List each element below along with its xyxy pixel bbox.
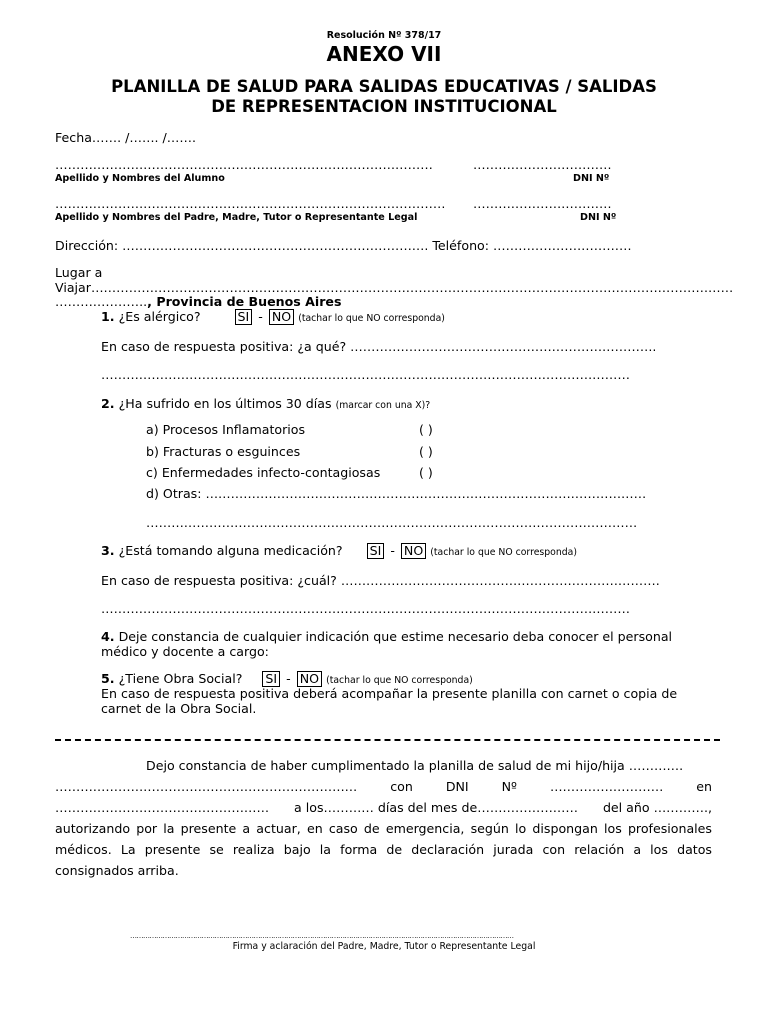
form-title-line2: DE REPRESENTACION INSTITUCIONAL (211, 97, 557, 116)
question-3-yes-option[interactable]: SI (367, 543, 385, 559)
question-2-item-c-checkbox[interactable]: ( ) (419, 465, 433, 480)
student-dni-field[interactable]: …………………………… (473, 157, 612, 172)
destination-label: Lugar a (55, 265, 103, 280)
question-5-number: 5. (101, 671, 115, 686)
student-name-label: Apellido y Nombres del Alumno (55, 173, 225, 184)
question-2-number: 2. (101, 396, 115, 411)
parent-name-field[interactable]: ………………………………………………………………………………… (55, 196, 446, 211)
destination-field[interactable]: Viajar……………………………………………………………………………………………………………………………………… (55, 280, 734, 295)
address-phone-field[interactable]: Dirección: ………………………………………………………………. Teléfono: …………………………… (55, 238, 632, 253)
question-2-item-b: b) Fracturas o esguinces (146, 444, 301, 459)
question-2-item-b-checkbox[interactable]: ( ) (419, 444, 433, 459)
declaration-word-en: en (696, 779, 712, 794)
question-1-separator: - (258, 309, 263, 324)
question-4-text: Deje constancia de cualquier indicación que estime necesario deba conocer el personal (118, 629, 673, 644)
form-title-line1: PLANILLA DE SALUD PARA SALIDAS EDUCATIVAS / SALIDAS (111, 77, 657, 96)
question-1-note: (tachar lo que NO corresponda) (298, 313, 445, 324)
question-3 (101, 543, 577, 559)
annex-title: ANEXO VII (326, 42, 442, 66)
question-3-number: 3. (101, 543, 115, 558)
question-5-note: (tachar lo que NO corresponda) (326, 675, 473, 686)
cut-line-divider (55, 739, 720, 741)
date-year-field[interactable]: del año …………., (602, 800, 712, 815)
question-5-text: ¿Tiene Obra Social? (118, 671, 243, 686)
question-4-number: 4. (101, 629, 115, 644)
declaration-line3 (55, 800, 712, 815)
resolution-number: Resolución Nº 378/17 (326, 30, 442, 41)
question-4-line2: médico y docente a cargo: (101, 644, 269, 659)
declaration-line2 (55, 779, 712, 794)
question-4-line1 (101, 629, 672, 644)
question-2-other-line[interactable]: ……………………………………………………………………………………………………… (146, 515, 638, 530)
student-name-field[interactable]: ……………………………………………………………………………… (55, 157, 433, 172)
signature-label: Firma y aclaración del Padre, Madre, Tutor o Representante Legal (232, 941, 536, 952)
signature-line[interactable]: …………………………………………………………………………………………………………………………………………………………… (130, 932, 514, 940)
question-2-item-a-checkbox[interactable]: ( ) (419, 422, 433, 437)
place-field[interactable]: …………………………………………… (55, 800, 270, 815)
question-2-note: (marcar con una X)? (335, 400, 431, 411)
parent-name-label: Apellido y Nombres del Padre, Madre, Tutor o Representante Legal (55, 212, 418, 223)
child-dni-field[interactable]: ……………………… (549, 779, 664, 794)
declaration-word-con: con (390, 779, 413, 794)
question-3-separator: - (390, 543, 395, 558)
declaration-word-no: Nº (501, 779, 517, 794)
child-name-field[interactable]: ……………………………………………………………… (55, 779, 358, 794)
declaration-line1: Dejo constancia de haber cumplimentado la planilla de salud de mi hijo/hija …………. (146, 758, 684, 773)
question-5-followup-line1: En caso de respuesta positiva deberá acompañar la presente planilla con carnet o copia de (101, 686, 678, 701)
declaration-line6: consignados arriba. (55, 863, 179, 878)
question-2-text: ¿Ha sufrido en los últimos 30 días (118, 396, 332, 411)
question-1-answer-line[interactable]: ……………………………………………………………………………………………………………… (101, 367, 630, 382)
question-5-followup-line2: carnet de la Obra Social. (101, 701, 257, 716)
question-1-text: ¿Es alérgico? (118, 309, 201, 324)
question-3-followup[interactable]: En caso de respuesta positiva: ¿cuál? …………………………………………………………………. (101, 573, 660, 588)
destination-province (55, 294, 341, 309)
question-5-separator: - (286, 671, 291, 686)
question-2-item-a: a) Procesos Inflamatorios (146, 422, 306, 437)
destination-dots[interactable]: …………………. (55, 294, 148, 309)
parent-dni-label: DNI Nº (580, 212, 617, 223)
question-5-yes-option[interactable]: SI (262, 671, 280, 687)
question-3-text: ¿Está tomando alguna medicación? (118, 543, 343, 558)
date-day-month-field[interactable]: a los………… días del mes de…………………… (294, 800, 578, 815)
province-label: , Provincia de Buenos Aires (147, 294, 342, 309)
question-1-yes-option[interactable]: SI (235, 309, 253, 325)
parent-dni-field[interactable]: …………………………… (473, 196, 612, 211)
declaration-line5: médicos. La presente se realiza bajo la forma de declaración jurada con relación a los datos (55, 842, 712, 857)
question-3-no-option[interactable]: NO (401, 543, 426, 559)
question-2-item-d-other[interactable]: d) Otras: …………………………………………………………………………………………… (146, 486, 647, 501)
question-1-followup[interactable]: En caso de respuesta positiva: ¿a qué? ………………………………………………………………. (101, 339, 657, 354)
question-2-item-c: c) Enfermedades infecto-contagiosas (146, 465, 381, 480)
question-1-number: 1. (101, 309, 115, 324)
question-2 (101, 396, 430, 411)
question-1-no-option[interactable]: NO (269, 309, 294, 325)
declaration-line4: autorizando por la presente a actuar, en caso de emergencia, según lo dispongan los profesionales (55, 821, 712, 836)
question-3-answer-line[interactable]: ……………………………………………………………………………………………………………… (101, 601, 630, 616)
question-3-note: (tachar lo que NO corresponda) (430, 547, 577, 558)
question-5-no-option[interactable]: NO (297, 671, 322, 687)
date-field[interactable]: Fecha……. /……. /……. (55, 130, 196, 145)
question-1 (101, 309, 445, 325)
question-5 (101, 671, 473, 687)
student-dni-label: DNI Nº (573, 173, 610, 184)
declaration-word-dni: DNI (445, 779, 469, 794)
